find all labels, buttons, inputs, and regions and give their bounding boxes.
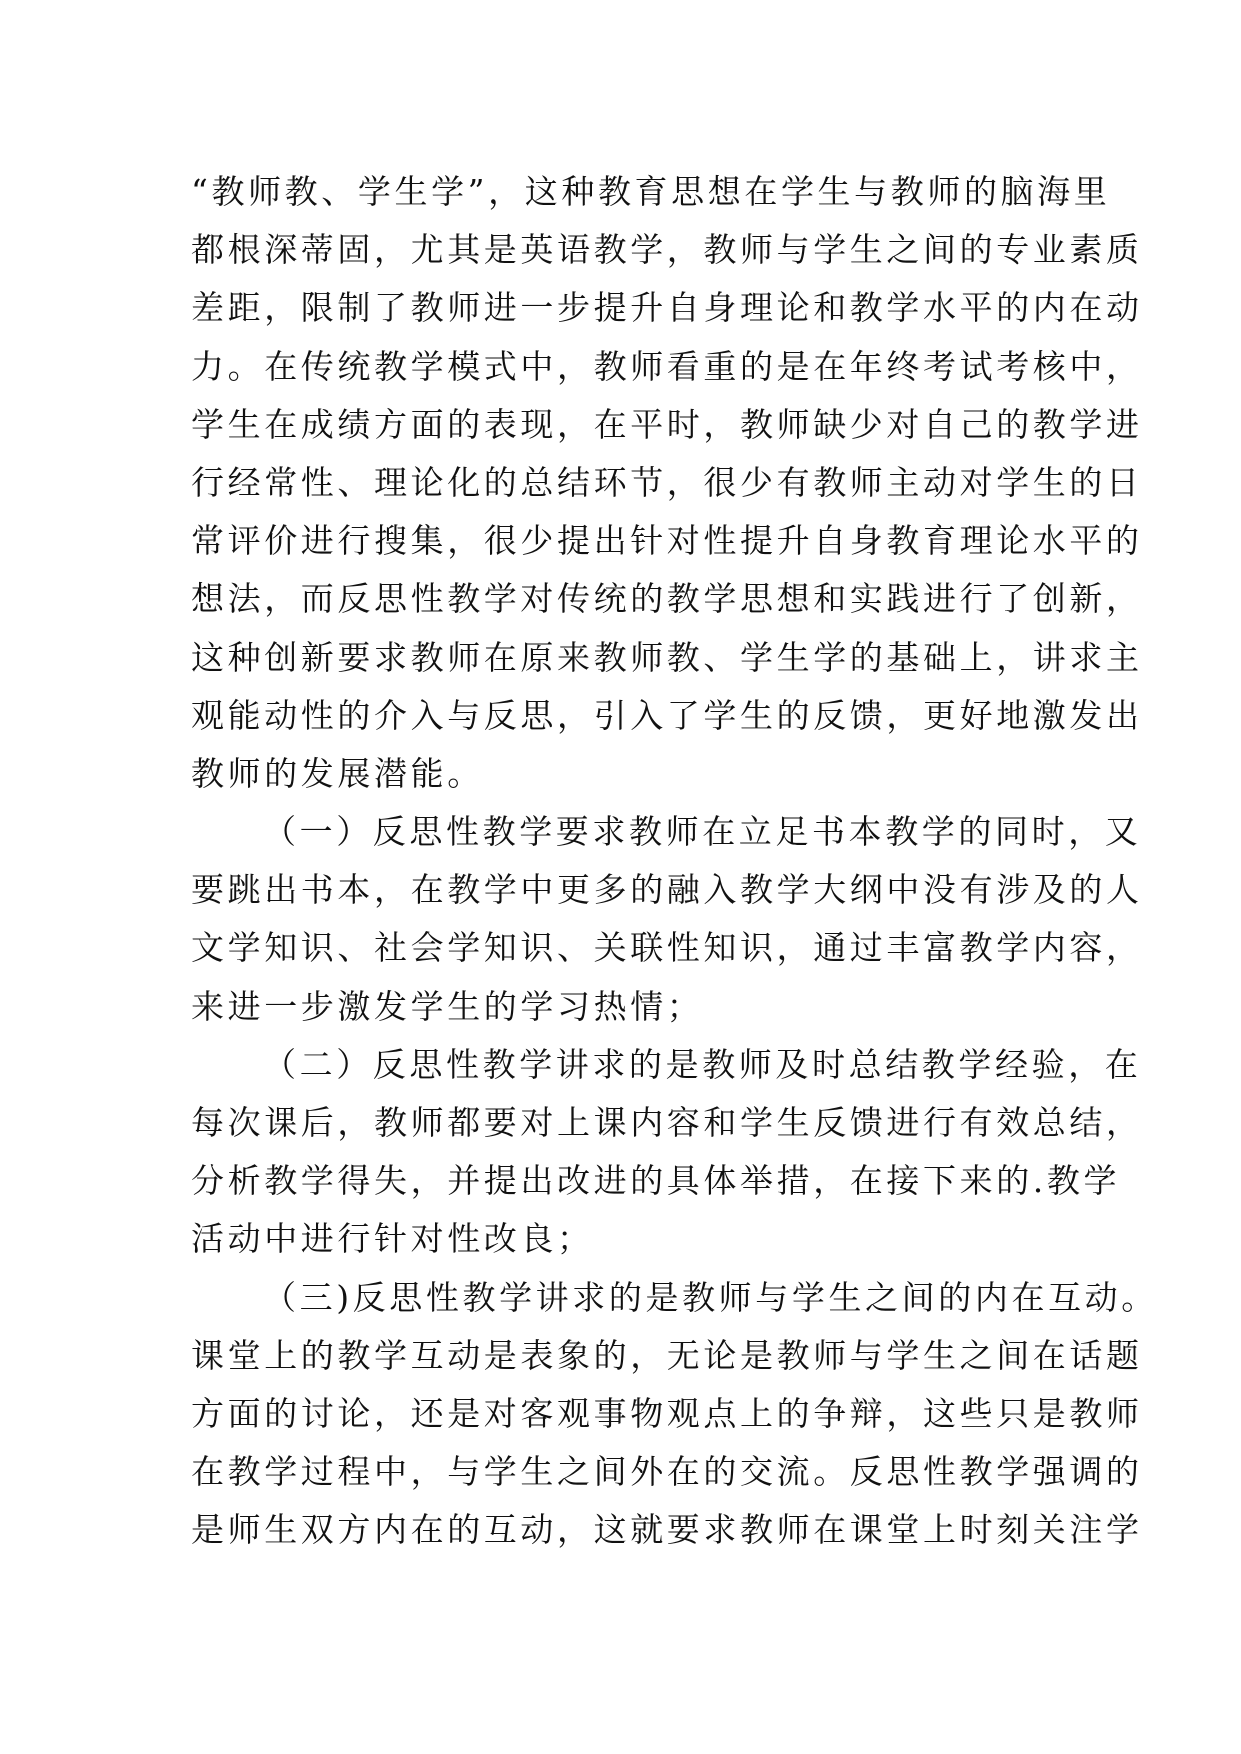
paragraph-first-line: （二）反思性教学讲求的是教师及时总结教学经验，在 bbox=[263, 1044, 1142, 1084]
text-line: 教师的发展潜能。 bbox=[191, 753, 484, 793]
text-line: 观能动性的介入与反思，引入了学生的反馈，更好地激发出 bbox=[191, 695, 1143, 735]
text-line: 每次课后，教师都要对上课内容和学生反馈进行有效总结， bbox=[191, 1103, 1143, 1142]
text-line: 这种创新要求教师在原来教师教、学生学的基础上，讲求主 bbox=[191, 637, 1143, 677]
text-line: 在教学过程中，与学生之间外在的交流。反思性教学强调的 bbox=[191, 1452, 1143, 1492]
text-line: 课堂上的教学互动是表象的，无论是教师与学生之间在话题 bbox=[191, 1335, 1143, 1375]
text-line: 常评价进行搜集，很少提出针对性提升自身教育理论水平的 bbox=[191, 521, 1143, 561]
text-line: 力。在传统教学模式中，教师看重的是在年终考试考核中， bbox=[191, 346, 1143, 386]
text-line: 要跳出书本，在教学中更多的融入教学大纲中没有涉及的人 bbox=[191, 870, 1143, 910]
text-line: 想法，而反思性教学对传统的教学思想和实践进行了创新， bbox=[191, 579, 1143, 619]
text-line: 行经常性、理论化的总结环节，很少有教师主动对学生的日 bbox=[191, 462, 1143, 502]
text-line: 方面的讨论，还是对客观事物观点上的争辩，这些只是教师 bbox=[191, 1393, 1143, 1433]
text-line: 来进一步激发学生的学习热情； bbox=[191, 986, 704, 1026]
paragraph-first-line: （一）反思性教学要求教师在立足书本教学的同时，又 bbox=[263, 812, 1142, 852]
text-line: 是师生双方内在的互动，这就要求教师在课堂上时刻关注学 bbox=[191, 1510, 1143, 1550]
text-line: 都根深蒂固，尤其是英语教学，教师与学生之间的专业素质 bbox=[191, 230, 1143, 270]
text-line: 文学知识、社会学知识、关联性知识，通过丰富教学内容， bbox=[191, 928, 1143, 968]
text-line: 活动中进行针对性改良； bbox=[191, 1219, 594, 1259]
text-line: 学生在成绩方面的表现，在平时，教师缺少对自己的教学进 bbox=[191, 404, 1143, 444]
text-line: 分析教学得失，并提出改进的具体举措，在接下来的.教学 bbox=[191, 1161, 1121, 1201]
text-line: 差距，限制了教师进一步提升自身理论和教学水平的内在动 bbox=[191, 288, 1143, 328]
document-body bbox=[191, 163, 1158, 1560]
text-line: “教师教、学生学”，这种教育思想在学生与教师的脑海里 bbox=[191, 172, 1111, 211]
paragraph-first-line: （三)反思性教学讲求的是教师与学生之间的内在互动。 bbox=[263, 1277, 1158, 1317]
